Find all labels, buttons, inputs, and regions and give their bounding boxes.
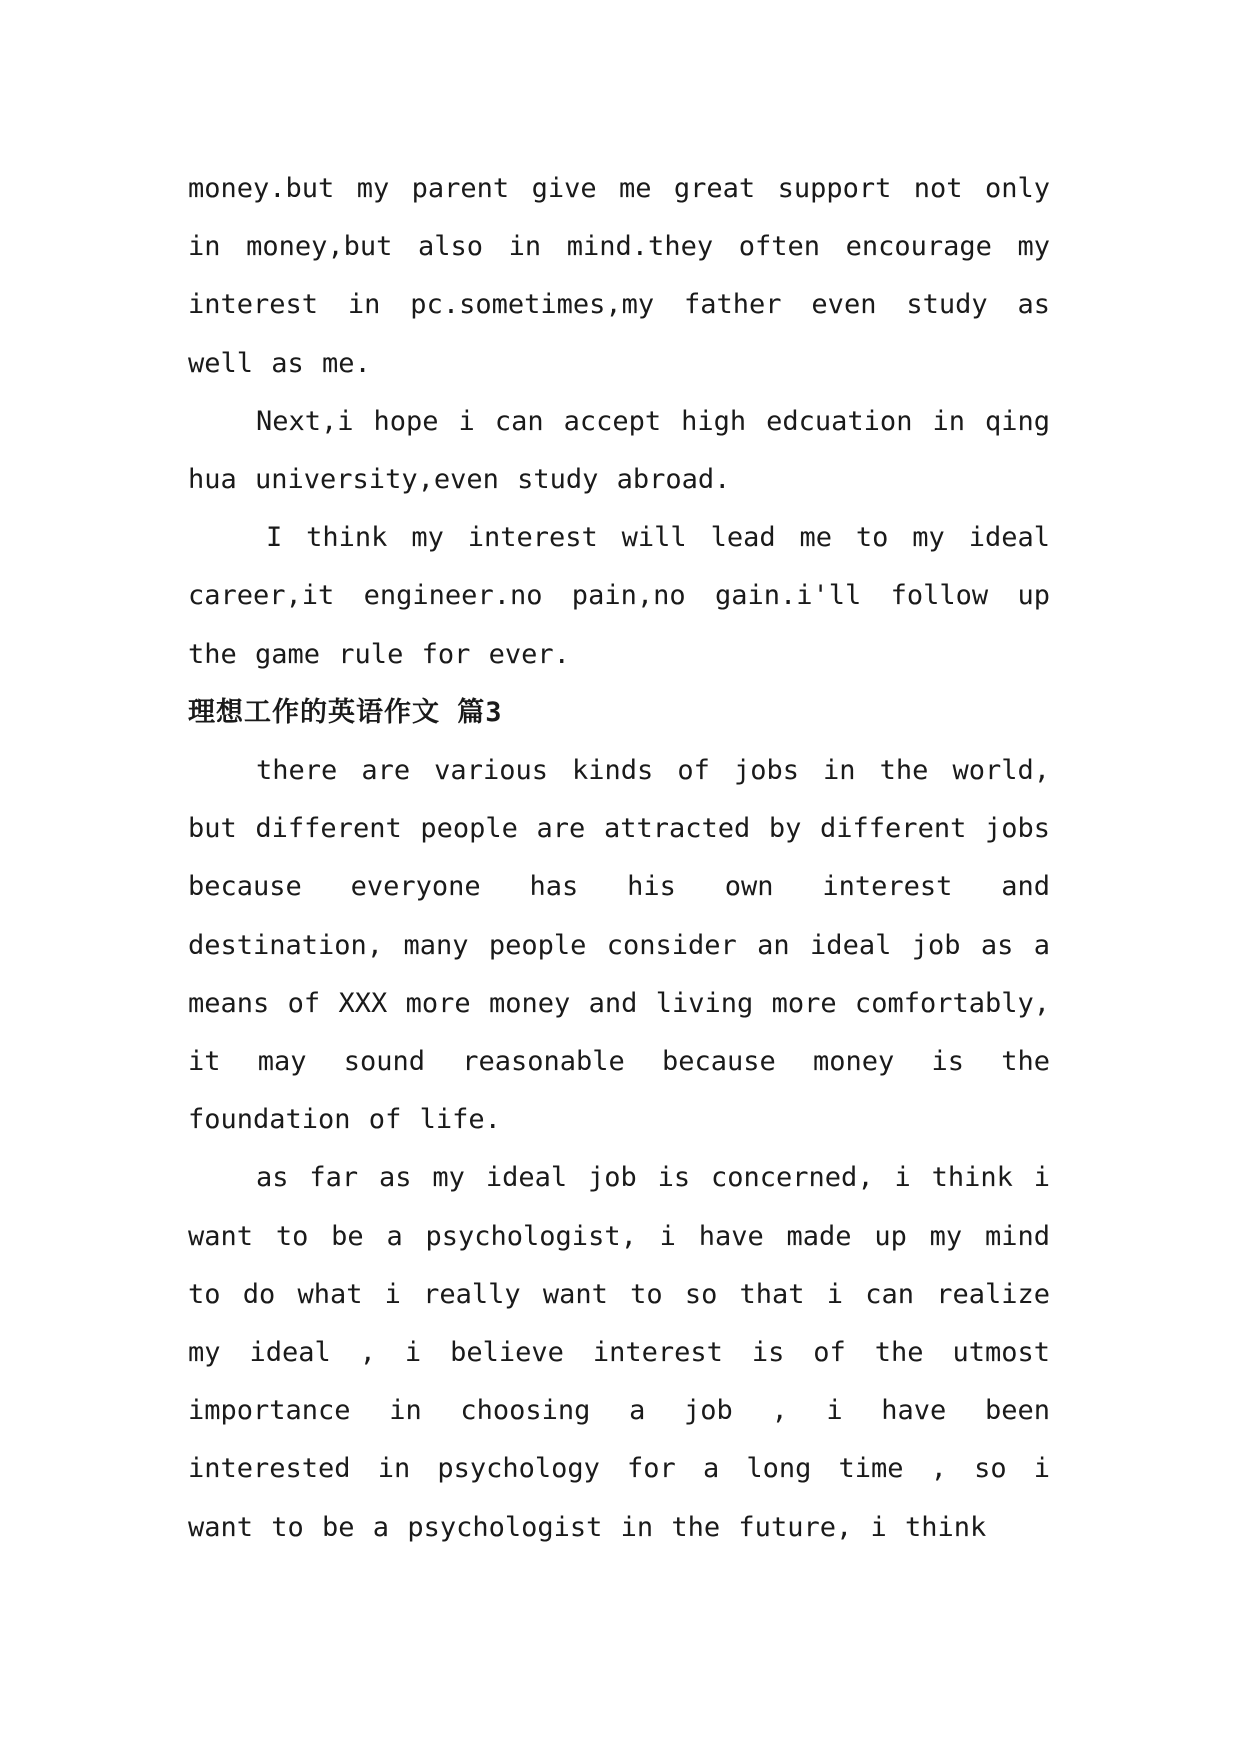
paragraph-various-jobs: there are various kinds of jobs in the world, but different people are attracted by different jobs because everyone has his own interest and destination, many people consider an ideal job as a means of XXX more money and living more comfortably, it may sound reasonable because money is the foundation of life. — [188, 755, 1050, 1136]
paragraph-next-hope: Next,i hope i can accept high edcuation in qing hua university,even study abroad. — [188, 405, 1050, 496]
paragraph-ideal-career: I think my interest will lead me to my ideal career,it engineer.no pain,no gain.i'll follow up the game rule for ever. — [188, 522, 1050, 670]
paragraph-continuation: money.but my parent give me great support not only in money,but also in mind.they often encourage my interest in pc.sometimes,my father even study as well as me. — [188, 173, 1050, 379]
paragraph-psychologist: as far as my ideal job is concerned, i think i want to be a psychologist, i have made up my mind to do what i really want to so that i can realize my ideal , i believe interest is of the utmost importance in choosing a job , i have been interested in psychology for a long time , so i want to be a psychologist in the future, i think — [188, 1162, 1050, 1543]
document-page — [188, 160, 1050, 1557]
section-heading: 理想工作的英语作文 篇3 — [188, 696, 503, 728]
